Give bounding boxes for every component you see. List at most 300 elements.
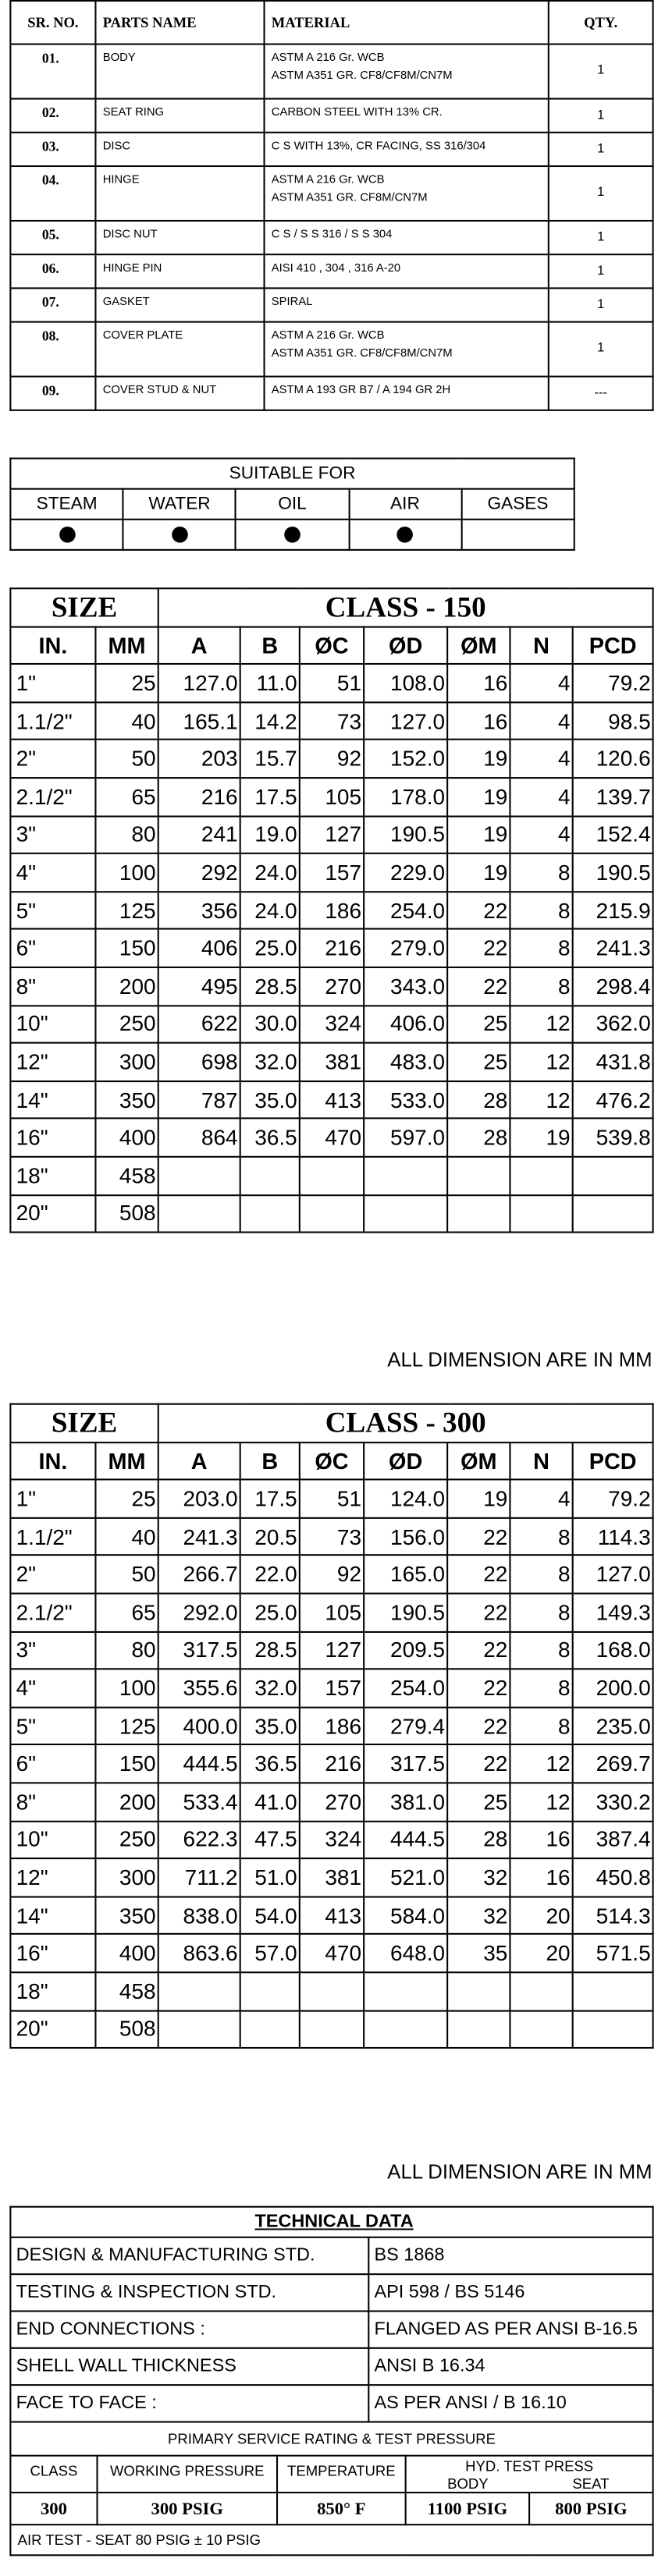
cell: 22 — [447, 1707, 510, 1745]
col-header: PCD — [573, 626, 653, 665]
cell: 19 — [447, 778, 510, 816]
working-pressure-header: WORKING PRESSURE — [98, 2456, 277, 2493]
cell: 100 — [95, 1669, 158, 1708]
cell: 47.5 — [240, 1821, 300, 1859]
size-row — [10, 1897, 653, 1935]
bullet-icon — [59, 527, 75, 543]
cell: 216 — [158, 778, 240, 816]
part-material — [265, 254, 549, 288]
cell: 458 — [95, 1157, 158, 1195]
cell: 413 — [300, 1897, 364, 1935]
cell: 324 — [300, 1005, 364, 1043]
size-row — [10, 1157, 653, 1195]
cell: 4 — [510, 816, 572, 854]
cell: 186 — [300, 1707, 364, 1745]
class-150-table — [9, 587, 653, 1233]
cell — [573, 2010, 653, 2049]
cell — [510, 2010, 572, 2049]
part-material — [265, 221, 549, 254]
cell: 57.0 — [240, 1935, 300, 1973]
cell: 4 — [510, 702, 572, 740]
cell: 12 — [510, 1005, 572, 1043]
col-header: A — [158, 626, 240, 665]
material-line: SPIRAL — [271, 293, 313, 309]
part-qty: 1 — [549, 221, 653, 254]
cell: 16 — [447, 702, 510, 740]
cell — [158, 1972, 240, 2010]
cell: 92 — [300, 740, 364, 778]
cell: 508 — [95, 2010, 158, 2049]
cell: 241.3 — [573, 929, 653, 967]
cell: 51.0 — [240, 1858, 300, 1897]
qty-header: QTY. — [549, 1, 653, 44]
part-qty: 1 — [549, 133, 653, 166]
cell: 25 — [447, 1783, 510, 1821]
cell: 22 — [447, 1631, 510, 1669]
cell: 8" — [10, 1783, 95, 1821]
cell: 40 — [95, 1517, 158, 1556]
cell: 838.0 — [158, 1897, 240, 1935]
class-150-column-header — [10, 626, 653, 665]
cell: 125 — [95, 1707, 158, 1745]
size-row — [10, 1972, 653, 2010]
bullet-icon — [284, 527, 300, 543]
cell: 79.2 — [573, 1480, 653, 1518]
working-pressure-value: 300 PSIG — [98, 2493, 277, 2525]
cell: 165.1 — [158, 702, 240, 740]
cell: 120.6 — [573, 740, 653, 778]
bullet-icon — [397, 527, 414, 543]
size-row — [10, 1594, 653, 1632]
technical-row — [10, 2311, 653, 2347]
medium-air: AIR — [349, 489, 461, 520]
size-row — [10, 1858, 653, 1897]
size-row — [10, 702, 653, 740]
technical-data-title: TECHNICAL DATA — [10, 2207, 653, 2237]
cell: 711.2 — [158, 1858, 240, 1897]
cell — [364, 1972, 447, 2010]
cell: 250 — [95, 1005, 158, 1043]
part-name: COVER PLATE — [95, 322, 264, 377]
sr-no: 02. — [10, 99, 95, 133]
cell: 444.5 — [364, 1821, 447, 1859]
body-header: BODY — [406, 2474, 529, 2493]
cell: 17.5 — [240, 1480, 300, 1518]
sr-no: 07. — [10, 288, 95, 321]
cell: 28 — [447, 1119, 510, 1157]
parts-row — [10, 221, 653, 254]
cell — [158, 1157, 240, 1195]
sr-no: 04. — [10, 166, 95, 221]
cell: 19 — [447, 853, 510, 892]
cell: 18" — [10, 1157, 95, 1195]
cell: 362.0 — [573, 1005, 653, 1043]
size-row — [10, 2010, 653, 2049]
cell: 203.0 — [158, 1480, 240, 1518]
cell: 127.0 — [573, 1556, 653, 1594]
size-row — [10, 740, 653, 778]
cell: 10" — [10, 1005, 95, 1043]
cell: 444.5 — [158, 1745, 240, 1783]
cell: 381 — [300, 1043, 364, 1081]
cell: 8 — [510, 892, 572, 930]
cell: 539.8 — [573, 1119, 653, 1157]
part-name: BODY — [95, 44, 264, 99]
class-150-title-row — [10, 588, 653, 626]
part-material — [265, 377, 549, 410]
cell: 36.5 — [240, 1119, 300, 1157]
technical-value: FLANGED AS PER ANSI B-16.5 — [368, 2311, 653, 2347]
cell: 5" — [10, 1707, 95, 1745]
class-300-note: ALL DIMENSION ARE IN MM — [387, 2161, 653, 2184]
size-row — [10, 967, 653, 1006]
cell: 216 — [300, 1745, 364, 1783]
cell: 2" — [10, 1556, 95, 1594]
cell: 186 — [300, 892, 364, 930]
col-header: ØC — [300, 626, 364, 665]
cell — [447, 1972, 510, 2010]
cell: 14.2 — [240, 702, 300, 740]
medium-water: WATER — [123, 489, 236, 520]
material-line: ASTM A351 GR. CF8/CF8M/CN7M — [271, 344, 453, 359]
class-300-column-header — [10, 1442, 653, 1480]
cell — [158, 1194, 240, 1233]
cell: 216 — [300, 929, 364, 967]
cell: 16 — [510, 1858, 572, 1897]
size-row — [10, 1119, 653, 1157]
sr-no: 03. — [10, 133, 95, 166]
cell: 35.0 — [240, 1080, 300, 1119]
technical-row — [10, 2274, 653, 2311]
cell: 19.0 — [240, 816, 300, 854]
cell: 22 — [447, 929, 510, 967]
cell: 431.8 — [573, 1043, 653, 1081]
cell: 406 — [158, 929, 240, 967]
cell: 25.0 — [240, 1594, 300, 1632]
cell: 35 — [447, 1935, 510, 1973]
cell: 521.0 — [364, 1858, 447, 1897]
technical-value: BS 1868 — [368, 2237, 653, 2274]
cell: 4 — [510, 1480, 572, 1518]
part-qty: 1 — [549, 166, 653, 221]
material-line: ASTM A351 GR. CF8/CF8M/CN7M — [271, 66, 453, 81]
part-material — [265, 133, 549, 166]
col-header: B — [240, 1442, 300, 1480]
cell: 14" — [10, 1080, 95, 1119]
cell: 22 — [447, 967, 510, 1006]
col-header: IN. — [10, 626, 95, 665]
cell: 32.0 — [240, 1669, 300, 1708]
cell: 114.3 — [573, 1517, 653, 1556]
cell: 387.4 — [573, 1821, 653, 1859]
col-header: B — [240, 626, 300, 665]
cell: 19 — [447, 1480, 510, 1518]
body-test-value: 1100 PSIG — [406, 2493, 529, 2525]
cell: 80 — [95, 816, 158, 854]
size-row — [10, 1194, 653, 1233]
suitable-media-row — [10, 489, 574, 520]
cell: 12 — [510, 1745, 572, 1783]
cell: 22.0 — [240, 1556, 300, 1594]
cell: 8 — [510, 853, 572, 892]
col-header: ØC — [300, 1442, 364, 1480]
medium-mark-oil — [236, 520, 348, 550]
cell: 100 — [95, 853, 158, 892]
cell: 406.0 — [364, 1005, 447, 1043]
medium-gases: GASES — [461, 489, 574, 520]
cell: 22 — [447, 1745, 510, 1783]
cell: 597.0 — [364, 1119, 447, 1157]
cell: 8 — [510, 1669, 572, 1708]
col-header: ØM — [447, 626, 510, 665]
class-150-label: CLASS - 150 — [158, 588, 653, 626]
parts-header-row — [10, 1, 653, 44]
technical-value: API 598 / BS 5146 — [368, 2274, 653, 2311]
cell: 476.2 — [573, 1080, 653, 1119]
cell: 32.0 — [240, 1043, 300, 1081]
cell: 25 — [95, 1480, 158, 1518]
cell: 241 — [158, 816, 240, 854]
technical-label: DESIGN & MANUFACTURING STD. — [10, 2237, 368, 2274]
cell: 450.8 — [573, 1858, 653, 1897]
cell — [573, 1157, 653, 1195]
class-150-body — [10, 664, 653, 1232]
class-300-body — [10, 1480, 653, 2048]
size-row — [10, 1745, 653, 1783]
size-row — [10, 1080, 653, 1119]
cell — [240, 2010, 300, 2049]
cell: 25 — [95, 664, 158, 702]
material-line: AISI 410 , 304 , 316 A-20 — [271, 260, 401, 275]
technical-label: END CONNECTIONS : — [10, 2311, 368, 2347]
cell: 350 — [95, 1080, 158, 1119]
bullet-icon — [172, 527, 188, 543]
size-row — [10, 816, 653, 854]
cell: 470 — [300, 1935, 364, 1973]
cell: 533.0 — [364, 1080, 447, 1119]
cell: 5" — [10, 892, 95, 930]
cell: 11.0 — [240, 664, 300, 702]
cell: 8 — [510, 1556, 572, 1594]
cell: 622.3 — [158, 1821, 240, 1859]
part-material — [265, 99, 549, 133]
size-row — [10, 1669, 653, 1708]
cell: 24.0 — [240, 892, 300, 930]
cell: 22 — [447, 892, 510, 930]
cell — [240, 1972, 300, 2010]
cell — [300, 1194, 364, 1233]
medium-oil: OIL — [236, 489, 348, 520]
cell: 157 — [300, 853, 364, 892]
cell: 279.4 — [364, 1707, 447, 1745]
cell: 65 — [95, 778, 158, 816]
size-row — [10, 1556, 653, 1594]
cell: 1" — [10, 1480, 95, 1518]
cell — [240, 1194, 300, 1233]
col-header: N — [510, 1442, 572, 1480]
cell: 300 — [95, 1858, 158, 1897]
cell: 298.4 — [573, 967, 653, 1006]
col-header: IN. — [10, 1442, 95, 1480]
col-header: MM — [95, 1442, 158, 1480]
cell: 156.0 — [364, 1517, 447, 1556]
cell: 4" — [10, 1669, 95, 1708]
cell: 35.0 — [240, 1707, 300, 1745]
cell: 1" — [10, 664, 95, 702]
medium-mark-air — [349, 520, 461, 550]
cell: 330.2 — [573, 1783, 653, 1821]
col-header: MM — [95, 626, 158, 665]
technical-row — [10, 2237, 653, 2274]
cell: 648.0 — [364, 1935, 447, 1973]
part-name: COVER STUD & NUT — [95, 377, 264, 410]
parts-row — [10, 377, 653, 410]
size-row — [10, 853, 653, 892]
cell: 495 — [158, 967, 240, 1006]
cell: 4 — [510, 778, 572, 816]
size-row — [10, 892, 653, 930]
cell: 168.0 — [573, 1631, 653, 1669]
cell: 16 — [510, 1821, 572, 1859]
material-line: ASTM A 216 Gr. WCB — [271, 327, 385, 342]
cell: 25.0 — [240, 929, 300, 967]
cell: 20" — [10, 1194, 95, 1233]
cell: 292.0 — [158, 1594, 240, 1632]
cell: 254.0 — [364, 1669, 447, 1708]
material-header: MATERIAL — [265, 1, 549, 44]
cell — [447, 1194, 510, 1233]
part-name: SEAT RING — [95, 99, 264, 133]
sr-no: 01. — [10, 44, 95, 99]
size-row — [10, 1005, 653, 1043]
part-material — [265, 44, 549, 99]
cell: 6" — [10, 929, 95, 967]
size-row — [10, 1043, 653, 1081]
cell: 3" — [10, 1631, 95, 1669]
cell: 54.0 — [240, 1897, 300, 1935]
cell: 200 — [95, 1783, 158, 1821]
cell: 269.7 — [573, 1745, 653, 1783]
cell: 400.0 — [158, 1707, 240, 1745]
cell: 127.0 — [364, 702, 447, 740]
cell: 28 — [447, 1080, 510, 1119]
size-row — [10, 1783, 653, 1821]
cell: 18" — [10, 1972, 95, 2010]
cell: 8 — [510, 967, 572, 1006]
cell: 622 — [158, 1005, 240, 1043]
cell: 254.0 — [364, 892, 447, 930]
cell: 80 — [95, 1631, 158, 1669]
col-header: ØD — [364, 1442, 447, 1480]
cell — [510, 1972, 572, 2010]
cell: 12 — [510, 1080, 572, 1119]
cell: 149.3 — [573, 1594, 653, 1632]
col-header: N — [510, 626, 572, 665]
cell: 400 — [95, 1119, 158, 1157]
cell: 8 — [510, 1594, 572, 1632]
cell: 32 — [447, 1897, 510, 1935]
cell: 571.5 — [573, 1935, 653, 1973]
cell: 28.5 — [240, 967, 300, 1006]
cell: 514.3 — [573, 1897, 653, 1935]
size-row — [10, 778, 653, 816]
sr-no: 08. — [10, 322, 95, 377]
cell — [300, 2010, 364, 2049]
cell: 200 — [95, 967, 158, 1006]
cell — [447, 2010, 510, 2049]
cell — [447, 1157, 510, 1195]
cell: 8 — [510, 929, 572, 967]
cell: 16 — [447, 664, 510, 702]
cell: 16" — [10, 1119, 95, 1157]
cell: 73 — [300, 1517, 364, 1556]
cell: 50 — [95, 1556, 158, 1594]
cell: 1.1/2" — [10, 1517, 95, 1556]
cell: 22 — [447, 1669, 510, 1708]
suitable-for-table — [9, 458, 574, 551]
cell: 8 — [510, 1707, 572, 1745]
cell — [364, 2010, 447, 2049]
parts-row — [10, 44, 653, 99]
cell — [300, 1972, 364, 2010]
technical-label: TESTING & INSPECTION STD. — [10, 2274, 368, 2311]
cell: 3" — [10, 816, 95, 854]
cell: 355.6 — [158, 1669, 240, 1708]
class-value: 300 — [10, 2493, 97, 2525]
sr-no: 05. — [10, 221, 95, 254]
size-label: SIZE — [10, 588, 158, 626]
technical-value: ANSI B 16.34 — [368, 2348, 653, 2385]
cell: 125 — [95, 892, 158, 930]
cell: 12 — [510, 1783, 572, 1821]
service-rating-table — [9, 2421, 653, 2556]
cell: 292 — [158, 853, 240, 892]
seat-test-value: 800 PSIG — [529, 2493, 653, 2525]
cell: 108.0 — [364, 664, 447, 702]
cell: 235.0 — [573, 1707, 653, 1745]
part-qty: 1 — [549, 44, 653, 99]
cell: 241.3 — [158, 1517, 240, 1556]
material-line: ASTM A351 GR. CF8M/CN7M — [271, 188, 428, 204]
cell: 350 — [95, 1897, 158, 1935]
cell: 4 — [510, 664, 572, 702]
cell: 22 — [447, 1517, 510, 1556]
size-row — [10, 1631, 653, 1669]
cell: 51 — [300, 664, 364, 702]
part-name: GASKET — [95, 288, 264, 321]
cell — [510, 1194, 572, 1233]
cell: 413 — [300, 1080, 364, 1119]
col-header: ØM — [447, 1442, 510, 1480]
size-row — [10, 664, 653, 702]
cell: 12" — [10, 1043, 95, 1081]
cell: 356 — [158, 892, 240, 930]
cell: 470 — [300, 1119, 364, 1157]
cell: 150 — [95, 929, 158, 967]
cell — [364, 1157, 447, 1195]
cell: 381.0 — [364, 1783, 447, 1821]
cell: 41.0 — [240, 1783, 300, 1821]
cell: 24.0 — [240, 853, 300, 892]
cell: 165.0 — [364, 1556, 447, 1594]
parts-row — [10, 322, 653, 377]
size-row — [10, 929, 653, 967]
cell: 279.0 — [364, 929, 447, 967]
class-300-label: CLASS - 300 — [158, 1404, 653, 1442]
cell: 584.0 — [364, 1897, 447, 1935]
cell: 190.5 — [364, 816, 447, 854]
size-row — [10, 1517, 653, 1556]
